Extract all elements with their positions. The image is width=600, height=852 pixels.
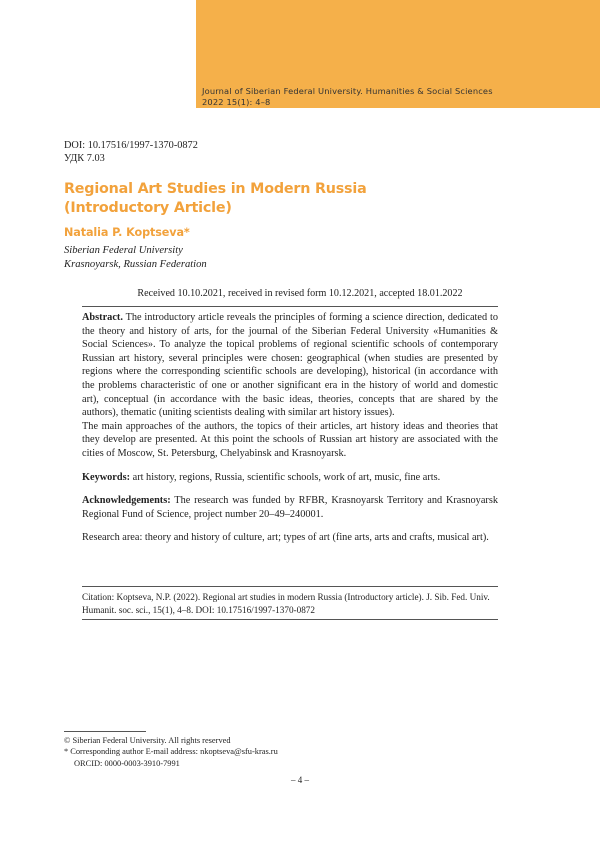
abstract-block [82, 311, 498, 545]
article-identifiers [64, 139, 198, 165]
author-affiliation [64, 244, 207, 272]
page-number: – 4 – [291, 775, 309, 785]
footnote-copyright: © Siberian Federal University. All rights reserved [64, 736, 231, 745]
journal-volume: 2022 15(1): 4–8 [202, 97, 271, 107]
footnote-corresponding-author: * Corresponding author E-mail address: nkoptseva@sfu-kras.ru [64, 747, 278, 757]
article-title-line2: (Introductory Article) [64, 200, 232, 216]
citation: Citation: Koptseva, N.P. (2022). Regional art studies in modern Russia (Introductory article). J. Sib. Fed. Univ. Humanit. soc. sci., 15(1), 4–8. DOI: 10.17516/1997-1370-0872 [82, 592, 490, 615]
acknowledgements-text: The research was funded by RFBR, Krasnoyarsk Territory and Krasnoyarsk Regional Fund of Science, project number 20–49–240001. [82, 495, 498, 520]
keywords-label: Keywords: [82, 471, 131, 483]
footnote-rule [64, 731, 146, 732]
abstract-top-rule [82, 306, 498, 307]
footnotes [64, 735, 278, 769]
doi: DOI: 10.17516/1997-1370-0872 [64, 140, 198, 151]
abstract-paragraph [82, 311, 498, 420]
article-title-line1: Regional Art Studies in Modern Russia [64, 181, 367, 197]
udk: УДК 7.03 [64, 153, 105, 164]
citation-top-rule [82, 586, 498, 587]
author-name: Natalia P. Koptseva* [64, 226, 190, 239]
abstract-label: Abstract. [82, 312, 123, 323]
affiliation-location: Krasnoyarsk, Russian Federation [64, 259, 207, 270]
footnote-orcid: ORCID: 0000-0003-3910-7991 [74, 758, 180, 768]
citation-bottom-rule [82, 619, 498, 620]
article-title [64, 180, 534, 218]
abstract-text: The introductory article reveals the principles of forming a science direction, dedicated to the theory and history of arts, for the journal of the Siberian Federal University «Humanities & Social Sciences». To analyze the topical problems of regional scientific schools of contemporary Russian art history, several principles were chosen: geographical (when studies are presented by regions where the corresponding scientific schools are developing), historical (in accordance with the problems characteristic of one or another significant era in the history of world and domestic art), conceptual (in accordance with the basic ideas, theories, concepts that are shared by the authors), thematic (uniting scientists dealing with similar art history issues). [82, 312, 498, 419]
acknowledgements-label: Acknowledgements: [82, 495, 171, 507]
keywords [82, 471, 498, 485]
affiliation-university: Siberian Federal University [64, 245, 183, 256]
research-area: Research area: theory and history of culture, art; types of art (fine arts, arts and crafts, musical art). [82, 532, 489, 544]
abstract-paragraph-2: The main approaches of the authors, the topics of their articles, art history ideas and theories that they develop are presented. At this point the schools of Russian art history are associated with the cities of Moscow, St. Petersburg, Chelyabinsk and Krasnoyarsk. [82, 420, 498, 459]
keywords-text: art history, regions, Russia, scientific schools, work of art, music, fine arts. [130, 471, 441, 483]
header-accent-cutout [0, 0, 196, 108]
journal-title: Journal of Siberian Federal University. Humanities & Social Sciences [202, 86, 493, 96]
acknowledgements [82, 494, 498, 521]
journal-header [202, 86, 493, 108]
received-dates: Received 10.10.2021, received in revised form 10.12.2021, accepted 18.01.2022 [137, 288, 463, 299]
